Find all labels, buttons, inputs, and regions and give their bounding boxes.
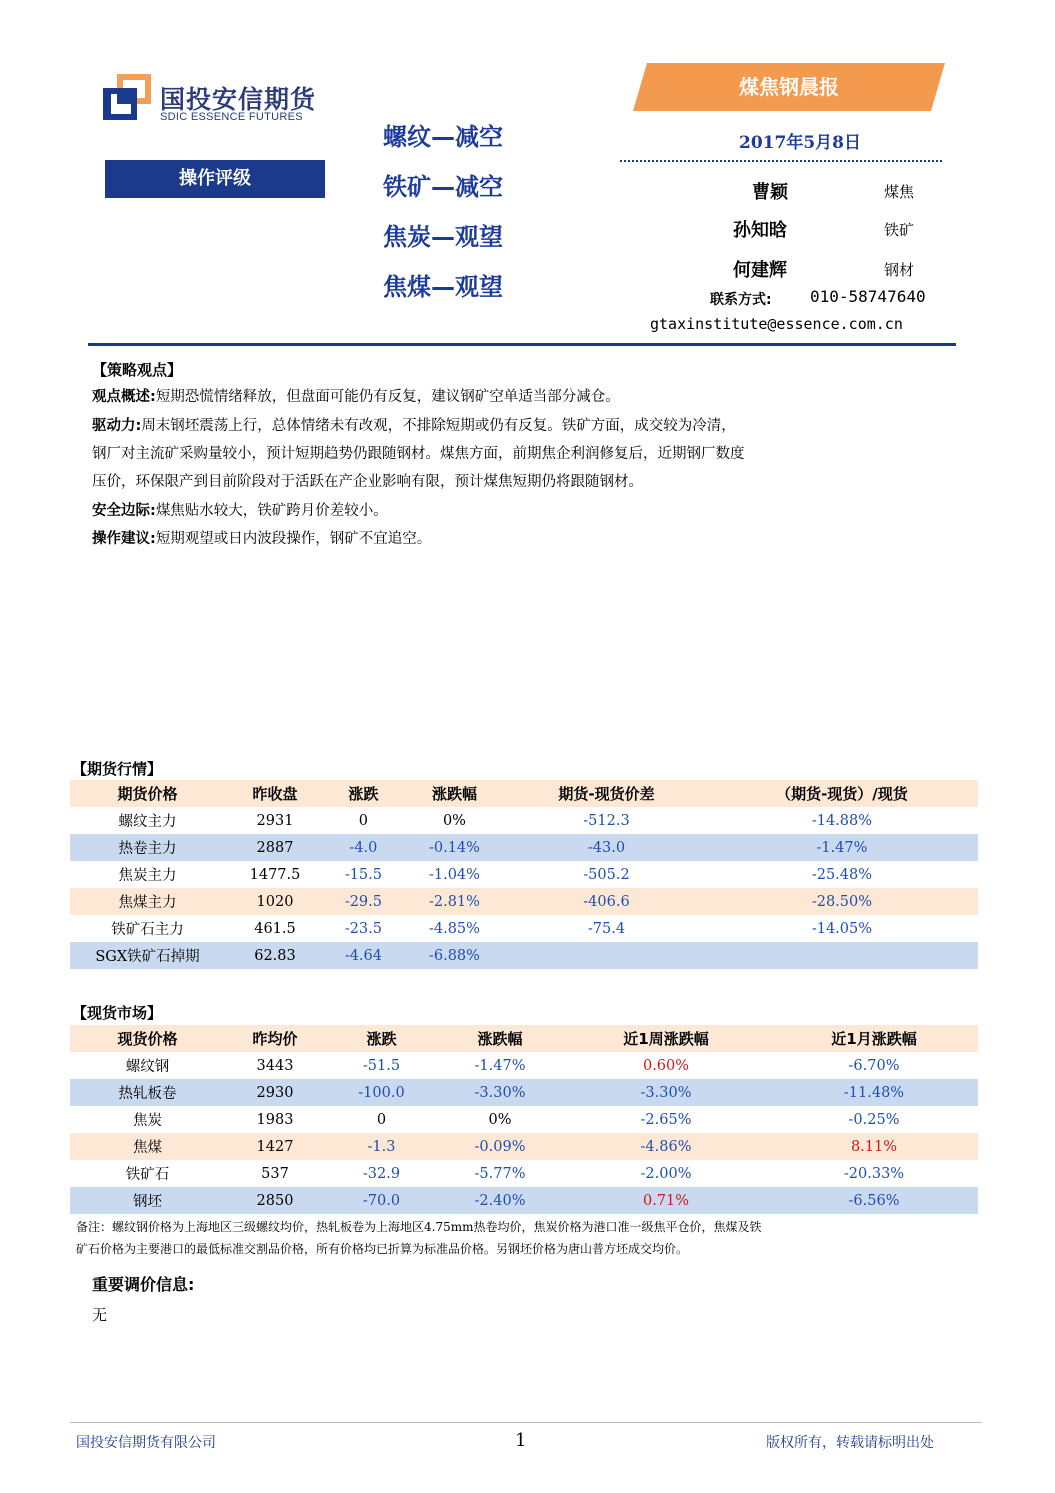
table-cell: -6.70% bbox=[848, 1057, 900, 1074]
column-header: 涨跌 bbox=[366, 1030, 397, 1048]
column-header: 涨跌幅 bbox=[431, 785, 477, 803]
table-cell: -1.47% bbox=[816, 839, 868, 856]
footer-divider bbox=[70, 1422, 982, 1423]
table-cell: 0.71% bbox=[642, 1192, 690, 1209]
note-line-1: 备注：螺纹钢价格为上海地区三级螺纹均价，热轧板卷为上海地区4.75mm热卷均价，焦炭价格为港口准一级焦平仓价，焦煤及铁 bbox=[76, 1220, 762, 1234]
table-cell: 2931 bbox=[256, 812, 294, 829]
table-cell: -1.3 bbox=[367, 1138, 396, 1155]
page-number: 1 bbox=[515, 1430, 527, 1451]
driver-label: 驱动力: bbox=[92, 418, 142, 434]
table-cell: 1477.5 bbox=[249, 866, 301, 883]
table-cell: -5.77% bbox=[474, 1165, 526, 1182]
table-cell: -11.48% bbox=[843, 1084, 905, 1101]
strategy-title: 【策略观点】 bbox=[92, 361, 183, 379]
table-row bbox=[70, 942, 978, 969]
company-name-cn: 国投安信期货 bbox=[160, 85, 317, 114]
table-cell: -3.30% bbox=[474, 1084, 526, 1101]
table-row bbox=[70, 1106, 978, 1133]
strategy-overview bbox=[92, 383, 962, 411]
table-row bbox=[70, 807, 978, 834]
futures-table bbox=[70, 780, 978, 969]
rating-coke: 焦炭—观望 bbox=[383, 223, 503, 251]
table-cell: 0% bbox=[488, 1111, 512, 1128]
footer-copyright: 版权所有，转载请标明出处 bbox=[766, 1435, 934, 1451]
table-cell: 2850 bbox=[256, 1192, 294, 1209]
table-cell: -6.88% bbox=[428, 947, 480, 964]
table-row bbox=[70, 1160, 978, 1187]
table-cell: 焦炭 bbox=[133, 1113, 162, 1129]
table-cell: 1983 bbox=[256, 1111, 294, 1128]
rating-iron-ore: 铁矿—减空 bbox=[383, 173, 503, 201]
table-cell: 3443 bbox=[256, 1057, 294, 1074]
table-row bbox=[70, 861, 978, 888]
column-header: 期货价格 bbox=[117, 785, 178, 803]
spot-title: 【现货市场】 bbox=[72, 1004, 163, 1022]
contact-phone: 010-58747640 bbox=[810, 287, 926, 306]
table-cell bbox=[507, 942, 706, 969]
strategy-driver bbox=[92, 412, 962, 440]
table-row bbox=[70, 1133, 978, 1160]
overview-text: 短期恐慌情绪释放，但盘面可能仍有反复，建议钢矿空单适当部分减仓。 bbox=[155, 389, 620, 405]
price-info-content: 无 bbox=[92, 1306, 108, 1324]
table-cell: -406.6 bbox=[583, 893, 630, 910]
ratings-list bbox=[383, 118, 503, 318]
analyst-name: 孙知晗 bbox=[733, 220, 787, 241]
company-name-en: SDIC ESSENCE FUTURES bbox=[160, 111, 303, 123]
table-cell: -4.85% bbox=[428, 920, 480, 937]
table-cell: 螺纹钢 bbox=[125, 1059, 170, 1075]
table-cell: -25.48% bbox=[811, 866, 873, 883]
table-cell: -2.00% bbox=[640, 1165, 692, 1182]
table-cell: -0.25% bbox=[848, 1111, 900, 1128]
contact-email: gtaxinstitute@essence.com.cn bbox=[650, 315, 903, 333]
table-row bbox=[70, 1052, 978, 1079]
spot-table bbox=[70, 1025, 978, 1214]
table-cell: SGX铁矿石掉期 bbox=[95, 949, 200, 965]
table-row bbox=[70, 1079, 978, 1106]
table-cell: -2.65% bbox=[640, 1111, 692, 1128]
table-cell: -4.0 bbox=[349, 839, 378, 856]
table-cell: 焦煤主力 bbox=[118, 895, 177, 911]
table-cell: -20.33% bbox=[843, 1165, 905, 1182]
table-cell: -2.40% bbox=[474, 1192, 526, 1209]
column-header: 涨跌 bbox=[348, 785, 379, 803]
table-cell: -512.3 bbox=[583, 812, 630, 829]
analyst-area: 钢材 bbox=[884, 261, 915, 279]
divider bbox=[620, 160, 942, 162]
strategy-safety bbox=[92, 497, 962, 525]
advice-label: 操作建议: bbox=[92, 531, 156, 547]
table-cell: 1427 bbox=[256, 1138, 294, 1155]
table-cell: 热轧板卷 bbox=[118, 1086, 177, 1102]
table-cell: -32.9 bbox=[362, 1165, 401, 1182]
table-cell: -28.50% bbox=[811, 893, 873, 910]
footer-company: 国投安信期货有限公司 bbox=[76, 1435, 216, 1451]
table-cell: -0.14% bbox=[428, 839, 480, 856]
table-cell: -505.2 bbox=[583, 866, 630, 883]
table-row bbox=[70, 1187, 978, 1214]
table-cell: -1.04% bbox=[428, 866, 480, 883]
table-header-row bbox=[70, 1025, 978, 1052]
column-header: 现货价格 bbox=[117, 1030, 178, 1048]
table-cell: -1.47% bbox=[474, 1057, 526, 1074]
column-header: 期货-现货价差 bbox=[558, 785, 655, 803]
table-cell: -3.30% bbox=[640, 1084, 692, 1101]
rating-label: 操作评级 bbox=[105, 160, 325, 198]
table-cell: -14.05% bbox=[811, 920, 873, 937]
table-cell: -4.64 bbox=[344, 947, 382, 964]
table-cell: 2887 bbox=[256, 839, 294, 856]
table-cell: -100.0 bbox=[358, 1084, 405, 1101]
table-header-row bbox=[70, 780, 978, 807]
table-cell bbox=[706, 942, 978, 969]
table-cell: -6.56% bbox=[848, 1192, 900, 1209]
table-cell: 0% bbox=[442, 812, 466, 829]
table-cell: -43.0 bbox=[587, 839, 626, 856]
analyst-area: 铁矿 bbox=[884, 221, 915, 239]
table-cell: 0 bbox=[376, 1111, 387, 1128]
overview-label: 观点概述: bbox=[92, 389, 156, 405]
strategy-advice bbox=[92, 525, 962, 553]
table-cell: 0 bbox=[358, 812, 369, 829]
note-line-2: 矿石价格为主要港口的最低标准交割品价格，所有价格均已折算为标准品价格。另钢坯价格为唐山普方坯成交均价。 bbox=[76, 1242, 689, 1256]
futures-title: 【期货行情】 bbox=[72, 760, 163, 778]
table-cell: 焦煤 bbox=[133, 1140, 162, 1156]
table-cell: 螺纹主力 bbox=[118, 814, 177, 830]
table-cell: 0.60% bbox=[642, 1057, 690, 1074]
report-banner bbox=[633, 63, 945, 111]
contact-label: 联系方式: bbox=[710, 292, 772, 308]
table-cell: 2930 bbox=[256, 1084, 294, 1101]
table-cell: -75.4 bbox=[587, 920, 626, 937]
table-cell: 8.11% bbox=[850, 1138, 898, 1155]
table-row bbox=[70, 888, 978, 915]
advice-text: 短期观望或日内波段操作，钢矿不宜追空。 bbox=[155, 531, 432, 547]
table-cell: 62.83 bbox=[254, 947, 296, 964]
report-date: 2017年5月8日 bbox=[739, 133, 861, 153]
table-cell: -51.5 bbox=[362, 1057, 401, 1074]
safety-text: 煤焦贴水较大，铁矿跨月价差较小。 bbox=[155, 503, 388, 519]
table-cell: 铁矿石主力 bbox=[111, 922, 184, 938]
table-cell: 焦炭主力 bbox=[118, 868, 177, 884]
table-cell: 537 bbox=[261, 1165, 289, 1182]
column-header: 涨跌幅 bbox=[477, 1030, 523, 1048]
column-header: 近1周涨跌幅 bbox=[623, 1030, 709, 1048]
driver-text-1: 周末钢坯震荡上行，总体情绪未有改观，不排除短期或仍有反复。铁矿方面，成交较为冷清， bbox=[141, 418, 736, 434]
table-cell: -15.5 bbox=[344, 866, 382, 883]
rating-coking-coal: 焦煤—观望 bbox=[383, 273, 503, 301]
analyst-name: 何建辉 bbox=[733, 260, 787, 281]
table-cell: -70.0 bbox=[362, 1192, 401, 1209]
table-cell: 1020 bbox=[256, 893, 294, 910]
driver-text-3: 压价，环保限产到目前阶段对于活跃在产企业影响有限，预计煤焦短期仍将跟随钢材。 bbox=[92, 474, 643, 490]
rating-rebar: 螺纹—减空 bbox=[383, 123, 503, 151]
table-cell: 461.5 bbox=[254, 920, 296, 937]
table-cell: 钢坯 bbox=[133, 1194, 162, 1210]
report-title: 煤焦钢晨报 bbox=[739, 75, 839, 99]
column-header: 近1月涨跌幅 bbox=[831, 1030, 917, 1048]
price-info-title: 重要调价信息: bbox=[92, 1275, 195, 1294]
driver-text-2: 钢厂对主流矿采购量较小，预计短期趋势仍跟随钢材。煤焦方面，前期焦企利润修复后，近期钢厂数度 bbox=[92, 446, 745, 462]
table-cell: -0.09% bbox=[474, 1138, 526, 1155]
table-cell: -4.86% bbox=[640, 1138, 692, 1155]
analyst-area: 煤焦 bbox=[884, 183, 915, 201]
table-cell: -29.5 bbox=[344, 893, 382, 910]
table-cell: -14.88% bbox=[811, 812, 873, 829]
column-header: 昨收盘 bbox=[252, 785, 298, 803]
table-row bbox=[70, 915, 978, 942]
column-header: 昨均价 bbox=[252, 1030, 298, 1048]
table-cell: 铁矿石 bbox=[125, 1167, 170, 1183]
header-divider bbox=[88, 343, 956, 346]
table-row bbox=[70, 834, 978, 861]
table-cell: 热卷主力 bbox=[118, 841, 177, 857]
table-cell: -23.5 bbox=[344, 920, 382, 937]
column-header: （期货-现货）/现货 bbox=[776, 785, 908, 803]
safety-label: 安全边际: bbox=[92, 503, 156, 519]
analyst-name: 曹颖 bbox=[752, 182, 788, 203]
company-logo-icon bbox=[103, 74, 151, 120]
table-cell: -2.81% bbox=[428, 893, 480, 910]
